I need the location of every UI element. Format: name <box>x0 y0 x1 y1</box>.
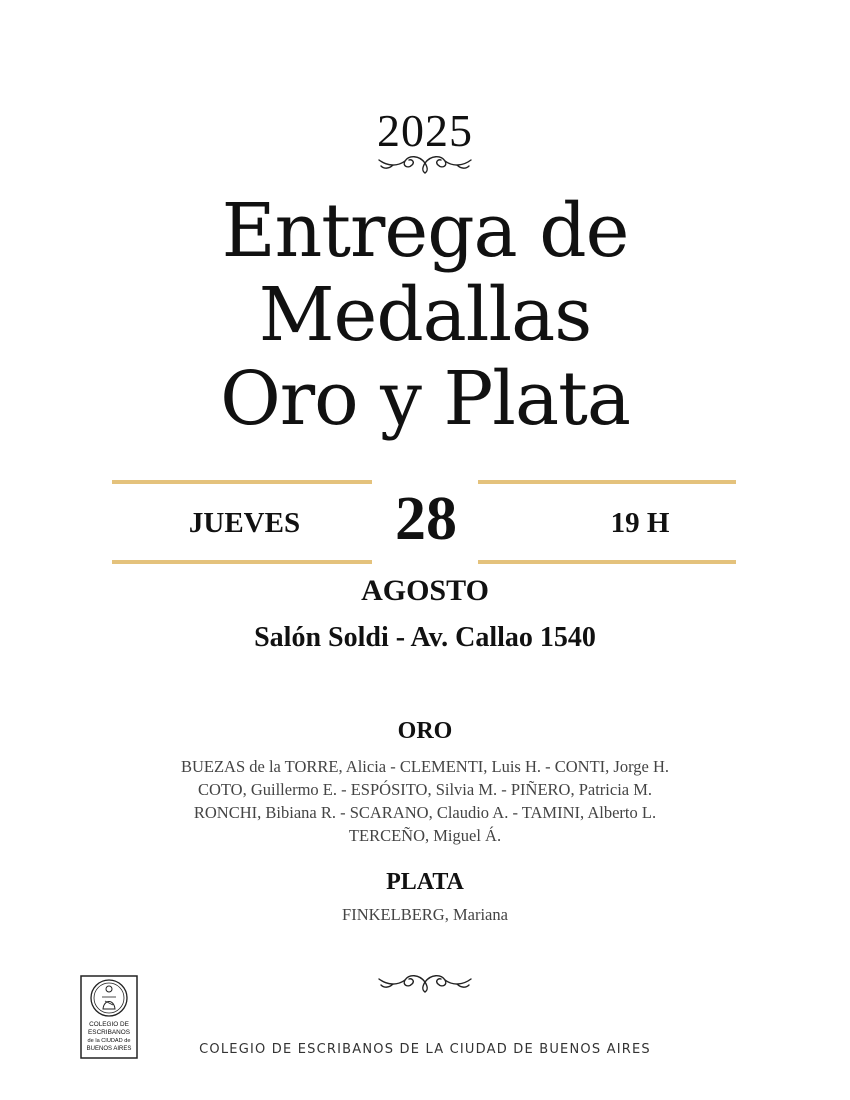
gold-rule-top-left <box>112 480 372 484</box>
gold-rule-top-right <box>478 480 736 484</box>
plata-heading: PLATA <box>386 869 464 895</box>
logo-text-line: COLEGIO DE <box>89 1021 129 1028</box>
oro-heading: ORO <box>397 718 453 744</box>
title-line-3: Oro y Plata <box>220 356 630 442</box>
gold-rule-bottom-left <box>112 560 372 564</box>
event-year: 2025 <box>377 105 473 156</box>
plata-recipients-line: FINKELBERG, Mariana <box>342 905 508 924</box>
gold-rule-bottom-right <box>478 560 736 564</box>
logo-text-line: BUENOS AIRES <box>86 1046 132 1052</box>
plata-recipients <box>0 903 850 926</box>
logo-text-line: de la CIUDAD de <box>87 1038 131 1044</box>
oro-recipients <box>0 755 850 847</box>
oro-recipients-line: RONCHI, Bibiana R. - SCARANO, Claudio A. - TAMINI, Alberto L. <box>193 803 657 822</box>
logo-text-line: ESCRIBANOS <box>88 1029 130 1036</box>
title-line-1: Entrega de <box>221 188 629 274</box>
footer-organization: COLEGIO DE ESCRIBANOS DE LA CIUDAD DE BUENOS AIRES <box>199 1042 651 1057</box>
title-line-2: Medallas <box>258 272 592 358</box>
top-flourish-icon <box>0 151 850 175</box>
event-time: 19 H <box>610 507 670 539</box>
event-weekday: JUEVES <box>188 507 301 539</box>
event-day-number: 28 <box>395 485 457 553</box>
event-venue: Salón Soldi - Av. Callao 1540 <box>254 622 596 653</box>
oro-recipients-line: BUEZAS de la TORRE, Alicia - CLEMENTI, Luis H. - CONTI, Jorge H. <box>180 757 670 776</box>
oro-recipients-line: COTO, Guillermo E. - ESPÓSITO, Silvia M. - PIÑERO, Patricia M. <box>197 780 653 799</box>
event-month: AGOSTO <box>361 574 489 607</box>
oro-recipients-line: TERCEÑO, Miguel Á. <box>348 826 502 845</box>
